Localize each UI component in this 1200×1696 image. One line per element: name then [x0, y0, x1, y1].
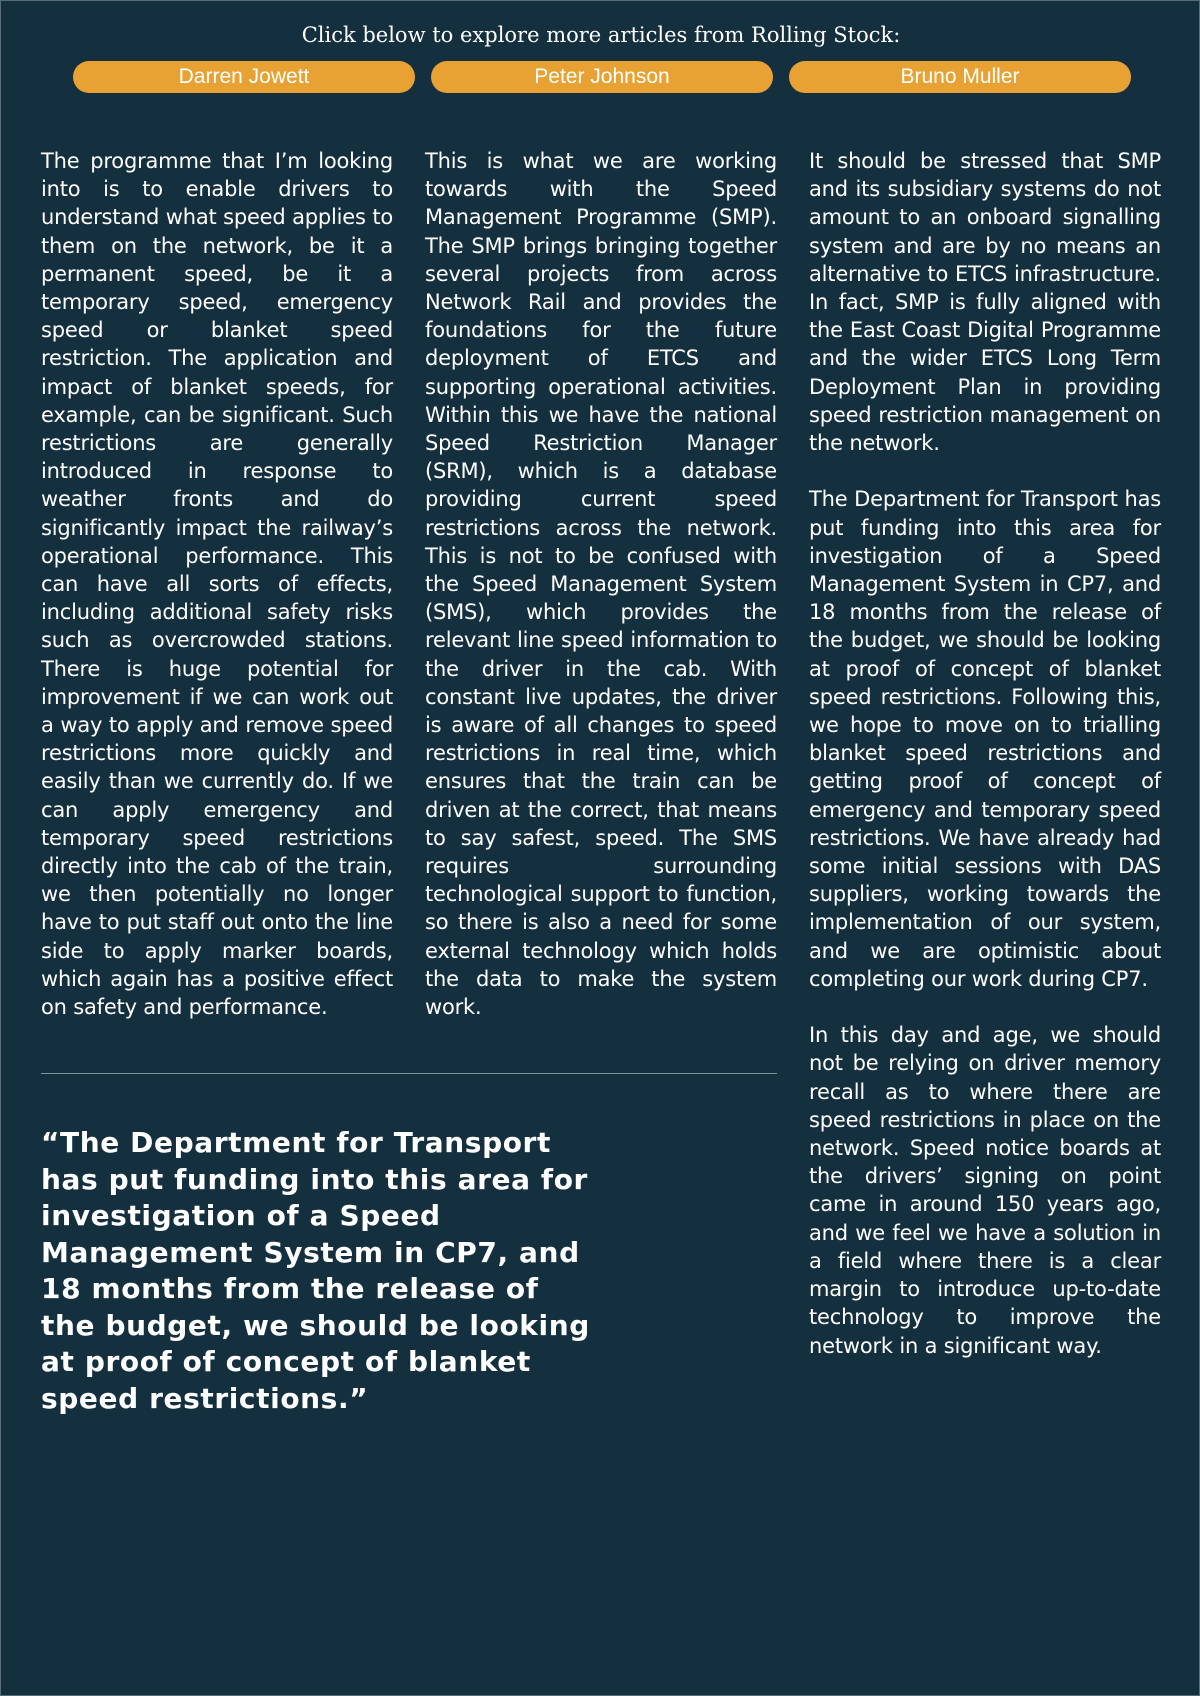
- pull-quote: “The Department for Transport has put funding into this area for investigation of a Speed Management System in CP7, and 18 months from the release of the budget, we should be looking at proof of concept of blanket speed restrictions.”: [41, 1126, 590, 1415]
- article-paragraph: In this day and age, we should not be relying on driver memory recall as to where there are speed restrictions in place on the network. Speed notice boards at the drivers’ signing on point came in around 150 years ago, and we feel we have a solution in a field where there is a clear margin to introduce up-to-date technology to improve the network in a significant way.: [809, 1023, 1161, 1358]
- author-button-bruno-muller[interactable]: Bruno Muller: [789, 61, 1131, 93]
- article-paragraph: It should be stressed that SMP and its subsidiary systems do not amount to an onboard signalling system and are by no means an alternative to ETCS infrastructure. In fact, SMP is fully aligned with the East Coast Digital Programme and the wider ETCS Long Term Deployment Plan in providing speed restriction management on the network.: [809, 149, 1161, 456]
- article-paragraph: The programme that I’m looking into is to enable drivers to understand what speed applies to them on the network, be it a permanent speed, be it a temporary speed, emergency speed or blanket speed restriction. The application and impact of blanket speeds, for example, can be significant. Such restrictions are generally introduced in response to weather fronts and do significantly impact the railway’s operational performance. This can have all sorts of effects, including additional safety risks such as overcrowded stations. There is huge potential for improvement if we can work out a way to apply and remove speed restrictions more quickly and easily than we currently do. If we can apply emergency and temporary speed restrictions directly into the cab of the train, we then potentially no longer have to put staff out onto the line side to apply marker boards, which again has a positive effect on safety and performance.: [41, 149, 393, 1020]
- article-paragraph: The Department for Transport has put funding into this area for investigation of a Speed Management System in CP7, and 18 months from the release of the budget, we should be looking at proof of concept of blanket speed restrictions. Following this, we hope to move on to trialling blanket speed restrictions and getting proof of concept of emergency and temporary speed restrictions. We have already had some initial sessions with DAS suppliers, working towards the implementation of our system, and we are optimistic about completing our work during CP7.: [809, 487, 1161, 991]
- author-links: [73, 61, 1131, 93]
- author-button-darren-jowett[interactable]: Darren Jowett: [73, 61, 415, 93]
- article-column-2: [425, 147, 777, 1049]
- explore-articles-prompt: Click below to explore more articles from Rolling Stock:: [301, 23, 901, 47]
- article-column-1: [41, 147, 393, 1049]
- author-button-peter-johnson[interactable]: Peter Johnson: [431, 61, 773, 93]
- article-paragraph: This is what we are working towards with the Speed Management Programme (SMP). The SMP brings bringing together several projects from across Network Rail and provides the foundations for the future deployment of ETCS and supporting operational activities. Within this we have the national Speed Restriction Manager (SRM), which is a database providing current speed restrictions across the network. This is not to be confused with the Speed Management System (SMS), which provides the relevant line speed information to the driver in the cab. With constant live updates, the driver is aware of all changes to speed restrictions in real time, which ensures that the train can be driven at the correct, that means to say safest, speed. The SMS requires surrounding technological support to function, so there is also a need for some external technology which holds the data to make the system work.: [425, 149, 777, 1020]
- article-column-3: [809, 147, 1161, 1388]
- section-divider: [41, 1073, 777, 1074]
